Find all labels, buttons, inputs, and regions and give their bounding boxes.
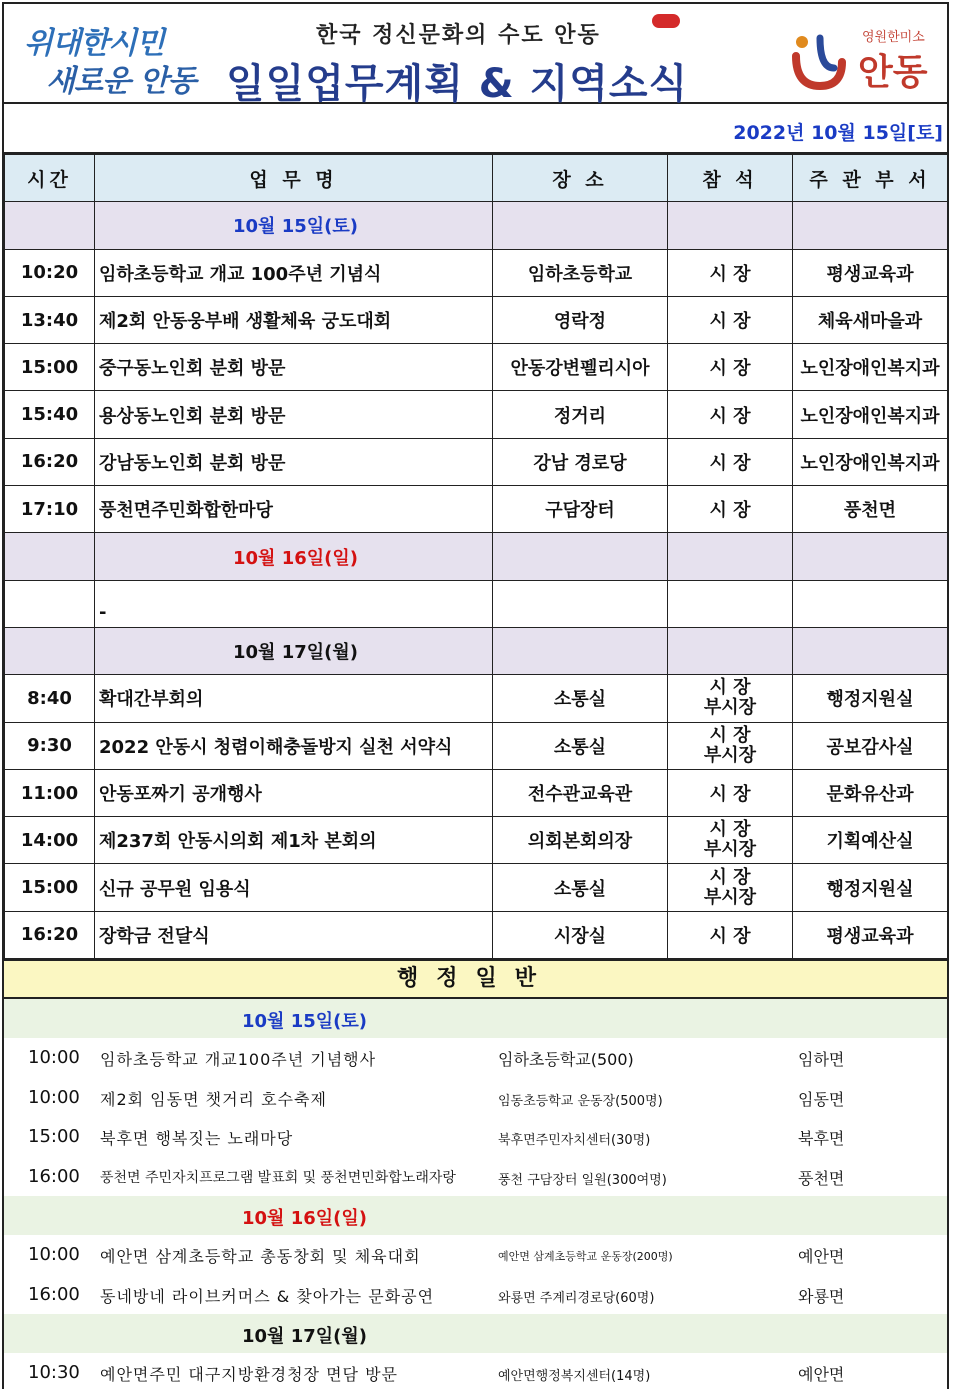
place-cell: 소통실 — [493, 722, 668, 769]
task-text: 임하초등학교 개교100주년 기념행사 — [100, 1050, 377, 1069]
table-row — [5, 817, 948, 864]
attendee-cell: 시 장 — [668, 296, 793, 343]
task-cell: 안동포짜기 공개행사 — [95, 769, 493, 816]
task-text: 제2회 임동면 챗거리 호수축제 — [100, 1089, 327, 1109]
column-header: 시간 — [5, 155, 95, 202]
dept-cell: 체육새마을과 — [793, 296, 948, 343]
place-text: 임하초등학교(500) — [498, 1050, 634, 1069]
dept-cell: 노인장애인복지과 — [793, 344, 948, 391]
place-cell: 시장실 — [493, 911, 668, 958]
badge-icon — [652, 14, 680, 28]
table-row — [5, 391, 948, 438]
attendee-cell: 시 장 — [668, 486, 793, 533]
dept-cell: 행정지원실 — [793, 675, 948, 722]
list-item — [4, 1275, 947, 1315]
list-item — [4, 1117, 947, 1157]
table-row — [5, 580, 948, 627]
andong-emblem-icon — [790, 28, 854, 92]
dept-text: 북후면 — [798, 1129, 845, 1148]
attendee-cell: 시 장 — [668, 911, 793, 958]
day-label: 10월 15일(토) — [242, 1011, 367, 1032]
place-cell: 의회본회의장 — [493, 817, 668, 864]
time-cell: 8:40 — [5, 675, 95, 722]
place-text: 풍천 구담장터 일원(300여명) — [498, 1172, 667, 1188]
time-text: 10:30 — [28, 1362, 80, 1383]
dept-cell: 기획예산실 — [793, 817, 948, 864]
table-row — [5, 486, 948, 533]
document-page — [2, 2, 949, 1389]
attendee-cell: 시 장 부시장 — [668, 817, 793, 864]
header-banner — [4, 4, 947, 107]
place-text: 예안면 삼계초등학교 운동장(200명) — [498, 1250, 673, 1263]
admin-day-header — [4, 1196, 947, 1235]
table-header-row — [5, 155, 948, 202]
list-item — [4, 1078, 947, 1118]
table-row — [5, 675, 948, 722]
column-header: 장 소 — [493, 155, 668, 202]
day-label: 10월 16일(일) — [95, 533, 493, 580]
dept-cell: 행정지원실 — [793, 864, 948, 911]
list-item — [4, 1157, 947, 1197]
task-cell: 중구동노인회 분회 방문 — [95, 344, 493, 391]
day-separator-row — [5, 627, 948, 674]
attendee-cell: 시 장 — [668, 769, 793, 816]
attendee-cell: 시 장 — [668, 391, 793, 438]
task-cell: 강남동노인회 분회 방문 — [95, 438, 493, 485]
time-cell: 9:30 — [5, 722, 95, 769]
task-cell: 용상동노인회 분회 방문 — [95, 391, 493, 438]
page-title: 일일업무계획 & 지역소식 — [226, 61, 689, 107]
section-heading-admin: 행정일반 — [4, 959, 947, 999]
task-cell: 풍천면주민화합한마당 — [95, 486, 493, 533]
task-text: 동네방네 라이브커머스 & 찾아가는 문화공연 — [100, 1286, 435, 1306]
day-separator-row — [5, 533, 948, 580]
day-label: 10월 17일(월) — [242, 1326, 367, 1347]
slogan-logo — [18, 14, 203, 98]
dept-text: 풍천면 — [798, 1168, 845, 1188]
task-cell: 신규 공무원 임용식 — [95, 864, 493, 911]
dept-cell: 풍천면 — [793, 486, 948, 533]
time-text: 10:00 — [28, 1086, 80, 1108]
day-separator-row — [5, 202, 948, 249]
schedule-table — [4, 154, 948, 959]
list-item — [4, 1353, 947, 1389]
time-text: 16:00 — [28, 1165, 80, 1187]
place-cell: 정거리 — [493, 391, 668, 438]
admin-day-header — [4, 999, 947, 1038]
dept-text: 예안면 — [798, 1247, 845, 1266]
dept-cell: 문화유산과 — [793, 769, 948, 816]
admin-day-header — [4, 1314, 947, 1353]
place-cell: 소통실 — [493, 675, 668, 722]
slogan-line2: 새로운 안동 — [46, 64, 196, 99]
table-row — [5, 344, 948, 391]
task-cell: 제2회 안동웅부배 생활체육 궁도대회 — [95, 296, 493, 343]
day-label: 10월 16일(일) — [242, 1208, 367, 1229]
document-date: 2022년 10월 15일[토] — [733, 122, 943, 144]
time-cell: 16:20 — [5, 911, 95, 958]
task-cell: 임하초등학교 개교 100주년 기념식 — [95, 249, 493, 296]
place-cell: 소통실 — [493, 864, 668, 911]
table-row — [5, 249, 948, 296]
dept-cell: 평생교육과 — [793, 249, 948, 296]
column-header: 주 관 부 서 — [793, 155, 948, 202]
table-row — [5, 911, 948, 958]
place-cell: 전수관교육관 — [493, 769, 668, 816]
place-cell: 임하초등학교 — [493, 249, 668, 296]
dept-text: 와룡면 — [798, 1286, 845, 1306]
time-cell: 10:20 — [5, 249, 95, 296]
attendee-cell: 시 장 부시장 — [668, 864, 793, 911]
table-row — [5, 864, 948, 911]
list-item — [4, 1235, 947, 1275]
place-cell: 구담장터 — [493, 486, 668, 533]
task-text: 예안면주민 대구지방환경청장 면담 방문 — [100, 1365, 399, 1384]
day-label: 10월 15일(토) — [95, 202, 493, 249]
list-item — [4, 1038, 947, 1078]
logo-tagline: 영원한미소 — [862, 30, 925, 45]
task-cell: 제237회 안동시의회 제1차 본회의 — [95, 817, 493, 864]
time-text: 10:00 — [28, 1047, 80, 1068]
place-cell: 안동강변펠리시아 — [493, 344, 668, 391]
task-text: 풍천면 주민자치프로그램 발표회 및 풍천면민화합노래자랑 — [100, 1169, 456, 1186]
task-cell: 확대간부회의 — [95, 675, 493, 722]
task-cell: 2022 안동시 청렴이해충돌방지 실천 서약식 — [95, 722, 493, 769]
dept-cell: 노인장애인복지과 — [793, 438, 948, 485]
place-text: 임동초등학교 운동장(500명) — [498, 1093, 663, 1109]
time-cell: 13:40 — [5, 296, 95, 343]
table-row — [5, 296, 948, 343]
dept-text: 임동면 — [798, 1089, 845, 1109]
time-text: 16:00 — [28, 1283, 80, 1305]
dept-cell: 공보감사실 — [793, 722, 948, 769]
subtitle: 한국 정신문화의 수도 안동 — [316, 23, 601, 48]
time-cell: 16:20 — [5, 438, 95, 485]
logo-city-name: 안동 — [858, 52, 928, 93]
time-cell: 17:10 — [5, 486, 95, 533]
dept-text: 예안면 — [798, 1365, 845, 1384]
place-cell: 강남 경로당 — [493, 438, 668, 485]
task-text: 예안면 삼계초등학교 총동창회 및 체육대회 — [100, 1247, 421, 1266]
time-cell: 15:40 — [5, 391, 95, 438]
column-header: 참 석 — [668, 155, 793, 202]
place-text: 예안면행정복지센터(14명) — [498, 1369, 651, 1384]
empty-task-cell: - — [95, 580, 493, 627]
dept-text: 임하면 — [798, 1050, 845, 1069]
time-cell: 14:00 — [5, 817, 95, 864]
place-text: 북후면주민자치센터(30명) — [498, 1133, 651, 1148]
day-label: 10월 17일(월) — [95, 627, 493, 674]
admin-list — [4, 999, 947, 1389]
place-text: 와룡면 주계리경로당(60명) — [498, 1290, 655, 1306]
column-header: 업 무 명 — [95, 155, 493, 202]
table-row — [5, 438, 948, 485]
attendee-cell: 시 장 — [668, 438, 793, 485]
slogan-line1: 위대한시민 — [24, 26, 164, 61]
time-cell: 15:00 — [5, 344, 95, 391]
dept-cell: 평생교육과 — [793, 911, 948, 958]
attendee-cell: 시 장 — [668, 249, 793, 296]
attendee-cell: 시 장 — [668, 344, 793, 391]
date-row — [4, 104, 947, 154]
place-cell: 영락정 — [493, 296, 668, 343]
attendee-cell: 시 장 부시장 — [668, 675, 793, 722]
time-text: 15:00 — [28, 1126, 80, 1147]
task-text: 북후면 행복짓는 노래마당 — [100, 1129, 294, 1148]
time-cell: 11:00 — [5, 769, 95, 816]
table-row — [5, 722, 948, 769]
time-cell: 15:00 — [5, 864, 95, 911]
andong-logo — [790, 20, 940, 96]
dept-cell: 노인장애인복지과 — [793, 391, 948, 438]
time-text: 10:00 — [28, 1244, 80, 1265]
task-cell: 장학금 전달식 — [95, 911, 493, 958]
attendee-cell: 시 장 부시장 — [668, 722, 793, 769]
table-row — [5, 769, 948, 816]
